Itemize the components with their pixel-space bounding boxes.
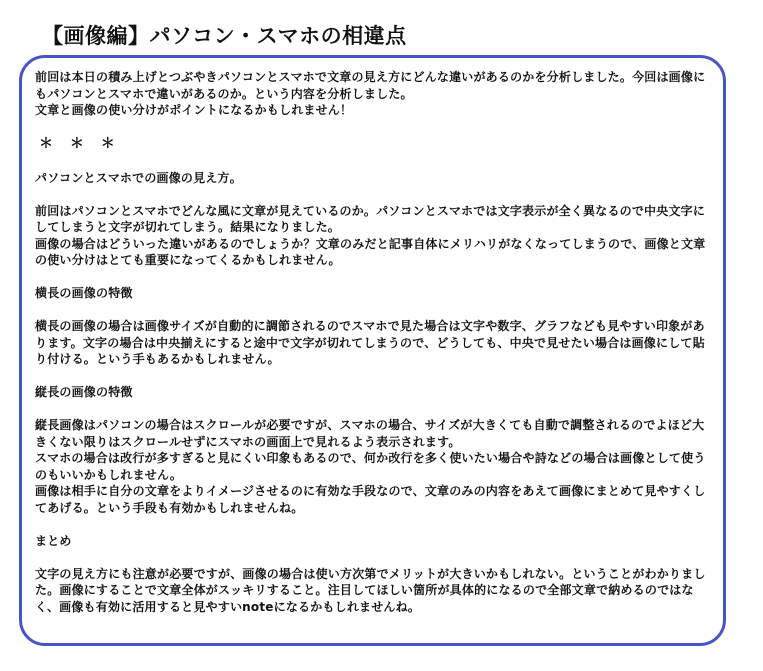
spacer xyxy=(35,368,710,385)
section-heading-devices: パソコンとスマホでの画像の見え方。 xyxy=(35,170,242,185)
section-body-portrait: 縦長画像はパソコンの場合はスクロールが必要ですが、スマホの場合、サイズが大きくても自動で調整されるのでよほど大きくない限りはスクロールせずにスマホの画面上で見れるよう表示されます。 スマホの場合は改行が多すぎると見にくい印象もあるので、何か改行を多く使いたい場合や詩などの場合は画像として使うのもいいかもしれません。 画像は相手に自分の文章をよりイメージさせるのに有効な手段なので、文章のみの内容をあえて画像にまとめて見やすくしてあげる。という手段も有効かもしれませんね。 xyxy=(35,418,706,515)
section-heading-landscape: 横長の画像の特徴 xyxy=(35,286,133,300)
spacer xyxy=(35,516,710,533)
spacer xyxy=(35,186,710,203)
spacer xyxy=(35,153,710,170)
section-body-landscape: 横長の画像の場合は画像サイズが自動的に調節されるのでスマホで見た場合は文字や数字、グラフなども見やすい印象があります。文字の場合は中央揃えにすると途中で文字が切れてしまうので、どうしても、中央で見せたい場合は画像にして貼り付ける。という手もあるかもしれません。 xyxy=(35,319,705,366)
spacer xyxy=(35,302,710,319)
spacer xyxy=(35,401,710,418)
spacer xyxy=(35,269,710,286)
section-heading-portrait: 縦長の画像の特徴 xyxy=(35,385,133,399)
summary-heading: まとめ xyxy=(35,533,72,548)
intro-paragraph: 前回は本日の積み上げとつぶやきパソコンとスマホで文章の見え方にどんな違いがあるのかを分析しました。今回は画像にもパソコンとスマホで違いがあるのか。という内容を分析しました。 文章と画像の使い分けがポイントになるかもしれません！ xyxy=(35,70,706,117)
summary-body: 文字の見え方にも注意が必要ですが、画像の場合は使い方次第でメリットが大きいかもしれない。ということがわかりました。画像にすることで文章全体がスッキリすること。注目してほしい箇所が具体的になるので全部文章で納めるのではなく、画像も有効に活用すると見やすいnoteになるかもしれませんね。 xyxy=(35,566,706,614)
section-body-devices: 前回はパソコンとスマホでどんな風に文章が見えているのか。パソコンとスマホでは文字表示が全く異なるので中央文字にしてしまうと文字が切れてしまう。結果になりました。 画像の場合はどういった違いがあるのでしょうか？文章のみだと記事自体にメリハリがなくなってしまうので、画像と文章の使い分けはとても重要になってくるかもしれません。 xyxy=(35,203,706,267)
divider-stars: ＊ ＊ ＊ xyxy=(39,136,121,152)
spacer xyxy=(35,119,710,136)
page-title: 【画像編】パソコン・スマホの相違点 xyxy=(42,24,407,48)
spacer xyxy=(35,549,710,566)
article-box xyxy=(19,55,726,646)
